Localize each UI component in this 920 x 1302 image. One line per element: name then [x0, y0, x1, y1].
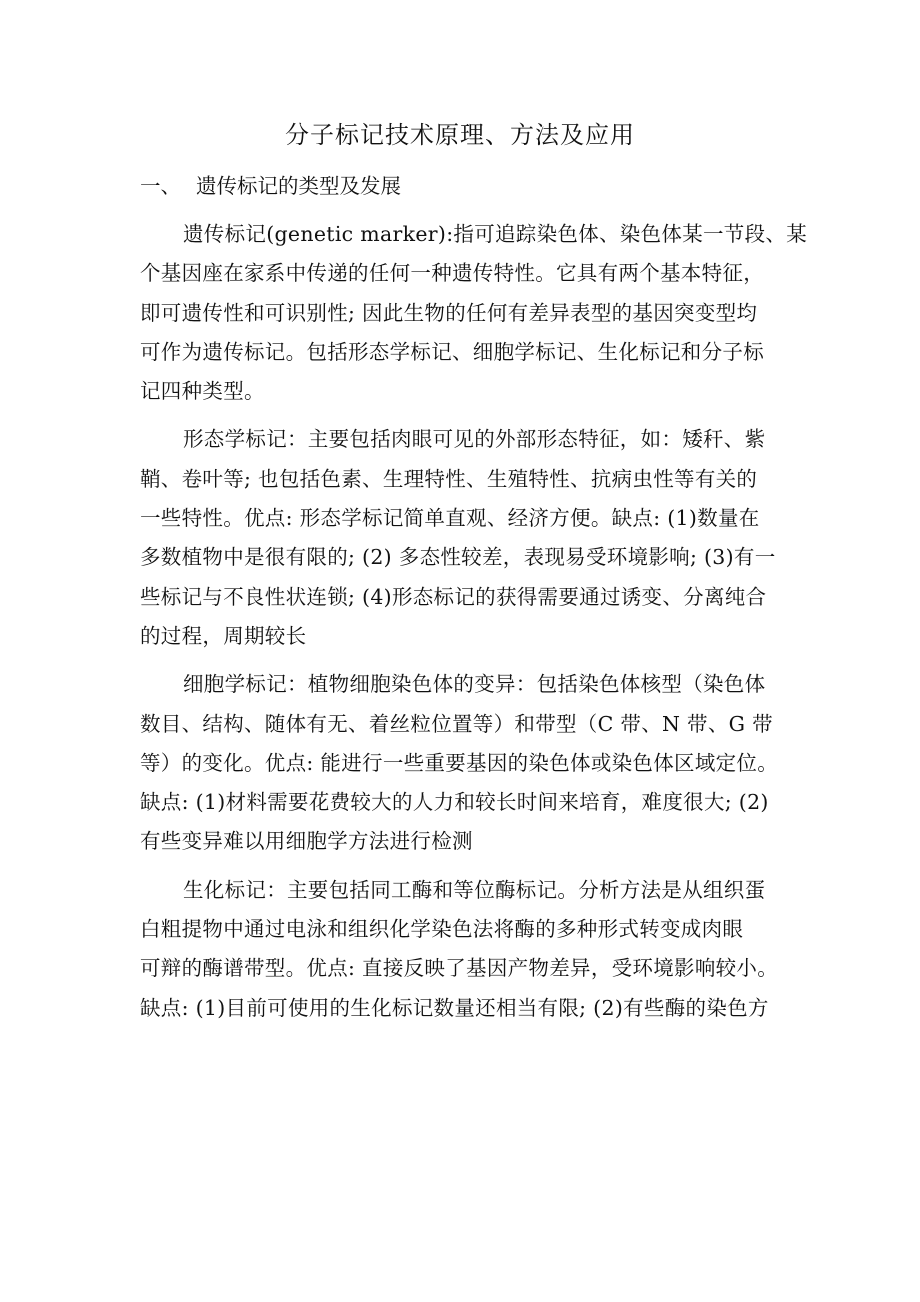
- text-line: 一些特性。优点: 形态学标记简单直观、经济方便。缺点: (1)数量在: [140, 506, 760, 531]
- text-line: 数目、结构、随体有无、着丝粒位置等）和带型（C 带、N 带、G 带: [140, 711, 773, 736]
- text-line: 白粗提物中通过电泳和组织化学染色法将酶的多种形式转变成肉眼: [140, 917, 744, 942]
- document-title: 分子标记技术原理、方法及应用: [285, 121, 635, 149]
- paragraph-cytological-marker: [140, 668, 785, 864]
- text-line: 多数植物中是很有限的; (2) 多态性较差，表现易受环境影响; (3)有一: [140, 545, 776, 570]
- text-line: 遗传标记(genetic marker):指可追踪染色体、染色体某一节段、某: [183, 222, 807, 246]
- paragraph-genetic-marker: [140, 218, 807, 414]
- text-line: 可辩的酶谱带型。优点: 直接反映了基因产物差异，受环境影响较小。: [140, 956, 779, 981]
- text-line: 有些变异难以用细胞学方法进行检测: [140, 829, 473, 854]
- section-heading-text: 遗传标记的类型及发展: [196, 174, 401, 198]
- text-line: 形态学标记：主要包括肉眼可见的外部形态特征，如：矮秆、紫: [183, 427, 766, 452]
- text-line: 等）的变化。优点: 能进行一些重要基因的染色体或染色体区域定位。: [140, 750, 779, 775]
- text-line: 可作为遗传标记。包括形态学标记、细胞学标记、生化标记和分子标: [140, 339, 764, 364]
- text-line: 即可遗传性和可识别性; 因此生物的任何有差异表型的基因突变型均: [140, 300, 758, 325]
- text-line: 细胞学标记：植物细胞染色体的变异：包括染色体核型（染色体: [183, 672, 766, 697]
- text-line: 缺点: (1)目前可使用的生化标记数量还相当有限; (2)有些酶的染色方: [140, 995, 769, 1020]
- text-line: 些标记与不良性状连锁; (4)形态标记的获得需要通过诱变、分离纯合: [140, 584, 767, 609]
- text-line: 的过程，周期较长: [140, 623, 307, 648]
- section-number: 一、: [140, 174, 181, 198]
- paragraph-biochemical-marker: [140, 874, 785, 1031]
- document-body: [140, 218, 807, 1031]
- text-line: 生化标记：主要包括同工酶和等位酶标记。分析方法是从组织蛋: [183, 877, 766, 902]
- text-line: 鞘、卷叶等; 也包括色素、生理特性、生殖特性、抗病虫性等有关的: [140, 466, 758, 491]
- text-line: 缺点: (1)材料需要花费较大的人力和较长时间来培育，难度很大; (2): [140, 790, 769, 815]
- section-heading: [140, 170, 401, 202]
- text-line: 个基因座在家系中传递的任何一种遗传特性。它具有两个基本特征，: [140, 261, 764, 286]
- text-line: 记四种类型。: [140, 379, 265, 404]
- paragraph-morphological-marker: [140, 423, 785, 659]
